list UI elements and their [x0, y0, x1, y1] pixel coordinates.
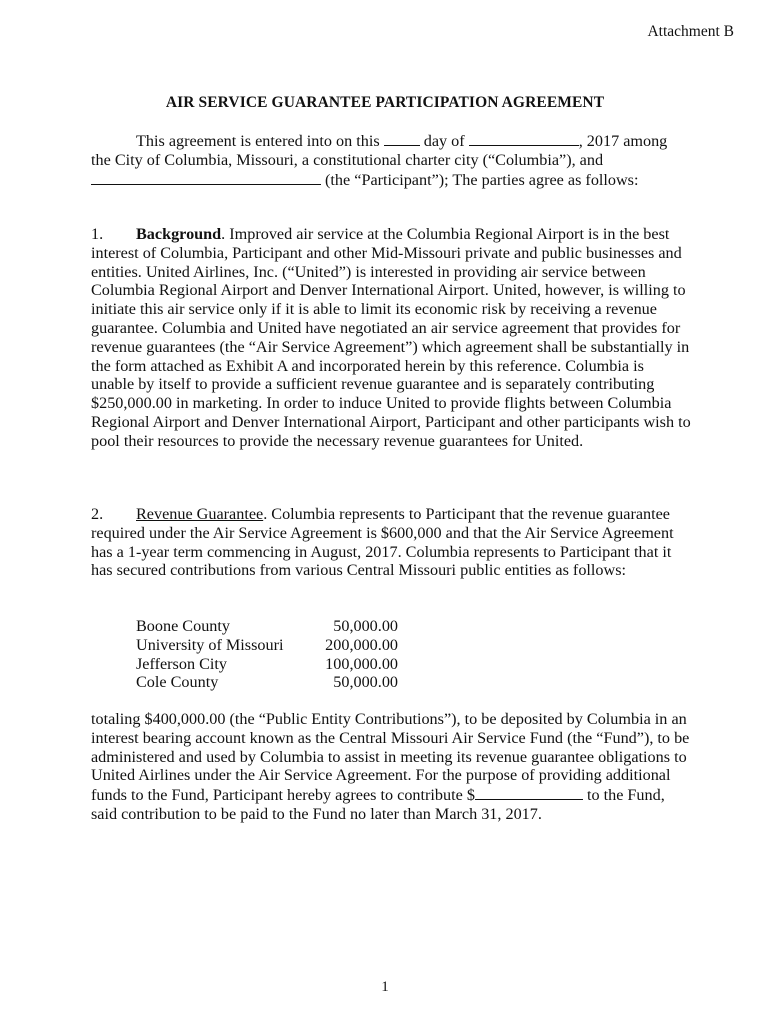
section-2-heading: Revenue Guarantee	[136, 505, 264, 523]
agreement-title: AIR SERVICE GUARANTEE PARTICIPATION AGREEMENT	[165, 94, 605, 111]
section-2-body: . Columbia represents to Participant that the revenue guarantee required under the Air Service Agreement is $600,000 and that the Air Service Agreement has a 1-year term commencing in August, 2017. Columbia represents to Participant that it has secured contributions from various Central Missouri public entities as follows:	[91, 505, 674, 580]
closing-text-1: totaling $400,000.00 (the “Public Entity Contributions”), to be deposited by Columbia in an interest bearing account known as the Central Missouri Air Service Fund (the “Fund”), to be administered and used by Columbia to assist in meeting its revenue guarantee obligations to United Airlines under the Air Service Agreement. For the purpose of providing additional funds to the Fund, Participant hereby agrees to contribute $	[91, 710, 690, 805]
closing-paragraph	[91, 710, 691, 824]
day-blank[interactable]	[384, 131, 420, 146]
entity-amount: 50,000.00	[333, 673, 398, 692]
table-row	[136, 655, 398, 674]
section-2-number: 2.	[91, 505, 104, 523]
table-row	[136, 673, 398, 692]
entity-amount: 200,000.00	[325, 635, 398, 654]
entity-name: Cole County	[136, 673, 219, 692]
month-blank[interactable]	[469, 131, 579, 146]
intro-paragraph	[91, 131, 691, 189]
contributions-table	[136, 617, 398, 692]
table-row	[136, 636, 398, 655]
entity-name: Boone County	[136, 617, 230, 635]
intro-text-1: This agreement is entered into on this	[136, 132, 384, 150]
intro-text-2: day of	[419, 132, 469, 150]
entity-amount: 100,000.00	[325, 654, 398, 673]
closing-text-2: to the Fund, said contribution to be paid to the Fund no later than March 31, 2017.	[91, 786, 665, 823]
section-revenue-guarantee	[91, 505, 691, 580]
entity-name: University of Missouri	[136, 635, 284, 654]
table-row	[136, 617, 398, 636]
page-number: 1	[381, 979, 389, 995]
section-1-body: . Improved air service at the Columbia Regional Airport is in the best interest of Columbia, Participant and other Mid-Missouri private and public businesses and entities. United Airlines, Inc. (“United”) is interested in providing air service between Columbia Regional Airport and Denver International Airport. United, however, is willing to initiate this air service only if it is able to limit its economic risk by receiving a revenue guarantee. Columbia and United have negotiated an air service agreement that provides for revenue guarantees (the “Air Service Agreement”) which agreement shall be substantially in the form attached as Exhibit A and incorporated herein by this reference. Columbia is unable by itself to provide a sufficient revenue guarantee and is separately contributing $250,000.00 in marketing. In order to induce United to provide flights between Columbia Regional Airport and Denver International Airport, Participant and other participants wish to pool their resources to provide the necessary revenue guarantees for United.	[91, 225, 691, 450]
participant-name-blank[interactable]	[91, 170, 321, 185]
section-1-number: 1.	[91, 225, 104, 243]
entity-amount: 50,000.00	[333, 617, 398, 635]
entity-name: Jefferson City	[136, 654, 227, 673]
section-1-heading: Background	[136, 225, 222, 243]
intro-text-4: (the “Participant”); The parties agree as follows:	[321, 170, 639, 189]
attachment-label: Attachment B	[647, 23, 734, 40]
contribution-amount-blank[interactable]	[475, 785, 583, 800]
section-background	[91, 225, 691, 451]
intro-text-3: , 2017 among the City of Columbia, Missouri, a constitutional charter city (“Columbia”), and	[91, 132, 668, 169]
